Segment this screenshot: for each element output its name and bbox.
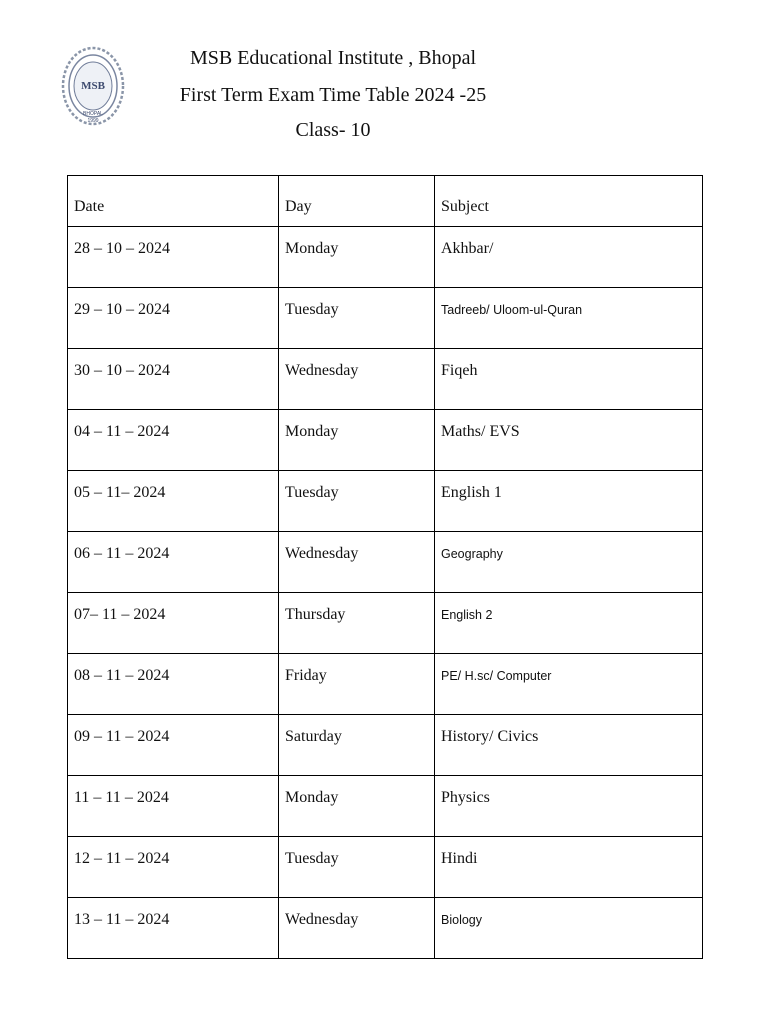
cell-subject: English 1 bbox=[435, 471, 703, 532]
cell-date: 11 – 11 – 2024 bbox=[68, 776, 279, 837]
cell-day: Monday bbox=[279, 227, 435, 288]
table-row bbox=[68, 715, 703, 776]
cell-subject: Tadreeb/ Uloom-ul-Quran bbox=[435, 288, 703, 349]
cell-subject: Geography bbox=[435, 532, 703, 593]
cell-date: 06 – 11 – 2024 bbox=[68, 532, 279, 593]
table-row bbox=[68, 532, 703, 593]
logo-text-year: 1999 bbox=[87, 118, 99, 124]
institute-name: MSB Educational Institute , Bhopal bbox=[189, 47, 477, 69]
cell-subject: Maths/ EVS bbox=[435, 410, 703, 471]
table-row bbox=[68, 654, 703, 715]
table-row bbox=[68, 837, 703, 898]
cell-day: Monday bbox=[279, 410, 435, 471]
cell-day: Wednesday bbox=[279, 349, 435, 410]
cell-date: 09 – 11 – 2024 bbox=[68, 715, 279, 776]
cell-day: Tuesday bbox=[279, 837, 435, 898]
cell-date: 05 – 11– 2024 bbox=[68, 471, 279, 532]
table-row bbox=[68, 349, 703, 410]
header-subject: Subject bbox=[435, 176, 703, 227]
class-label: Class- 10 bbox=[295, 119, 371, 141]
header-date: Date bbox=[68, 176, 279, 227]
timetable bbox=[67, 175, 703, 959]
cell-date: 12 – 11 – 2024 bbox=[68, 837, 279, 898]
header-day: Day bbox=[279, 176, 435, 227]
cell-day: Wednesday bbox=[279, 898, 435, 959]
cell-day: Friday bbox=[279, 654, 435, 715]
logo-text-msb: MSB bbox=[81, 80, 105, 92]
table-row bbox=[68, 593, 703, 654]
cell-date: 13 – 11 – 2024 bbox=[68, 898, 279, 959]
cell-day: Thursday bbox=[279, 593, 435, 654]
cell-subject: PE/ H.sc/ Computer bbox=[435, 654, 703, 715]
cell-day: Monday bbox=[279, 776, 435, 837]
cell-subject: Biology bbox=[435, 898, 703, 959]
table-header-row bbox=[68, 176, 703, 227]
cell-date: 28 – 10 – 2024 bbox=[68, 227, 279, 288]
cell-subject: Physics bbox=[435, 776, 703, 837]
cell-date: 30 – 10 – 2024 bbox=[68, 349, 279, 410]
cell-subject: Fiqeh bbox=[435, 349, 703, 410]
cell-day: Saturday bbox=[279, 715, 435, 776]
table-row bbox=[68, 227, 703, 288]
table-row bbox=[68, 898, 703, 959]
cell-subject: Akhbar/ bbox=[435, 227, 703, 288]
logo-text-city: BHOPAL bbox=[83, 111, 103, 117]
table-row bbox=[68, 410, 703, 471]
table-row bbox=[68, 776, 703, 837]
exam-title: First Term Exam Time Table 2024 -25 bbox=[179, 84, 487, 106]
cell-day: Wednesday bbox=[279, 532, 435, 593]
cell-day: Tuesday bbox=[279, 288, 435, 349]
cell-date: 07– 11 – 2024 bbox=[68, 593, 279, 654]
cell-subject: Hindi bbox=[435, 837, 703, 898]
cell-date: 08 – 11 – 2024 bbox=[68, 654, 279, 715]
cell-date: 29 – 10 – 2024 bbox=[68, 288, 279, 349]
cell-date: 04 – 11 – 2024 bbox=[68, 410, 279, 471]
table-row bbox=[68, 288, 703, 349]
cell-subject: English 2 bbox=[435, 593, 703, 654]
cell-day: Tuesday bbox=[279, 471, 435, 532]
cell-subject: History/ Civics bbox=[435, 715, 703, 776]
table-row bbox=[68, 471, 703, 532]
